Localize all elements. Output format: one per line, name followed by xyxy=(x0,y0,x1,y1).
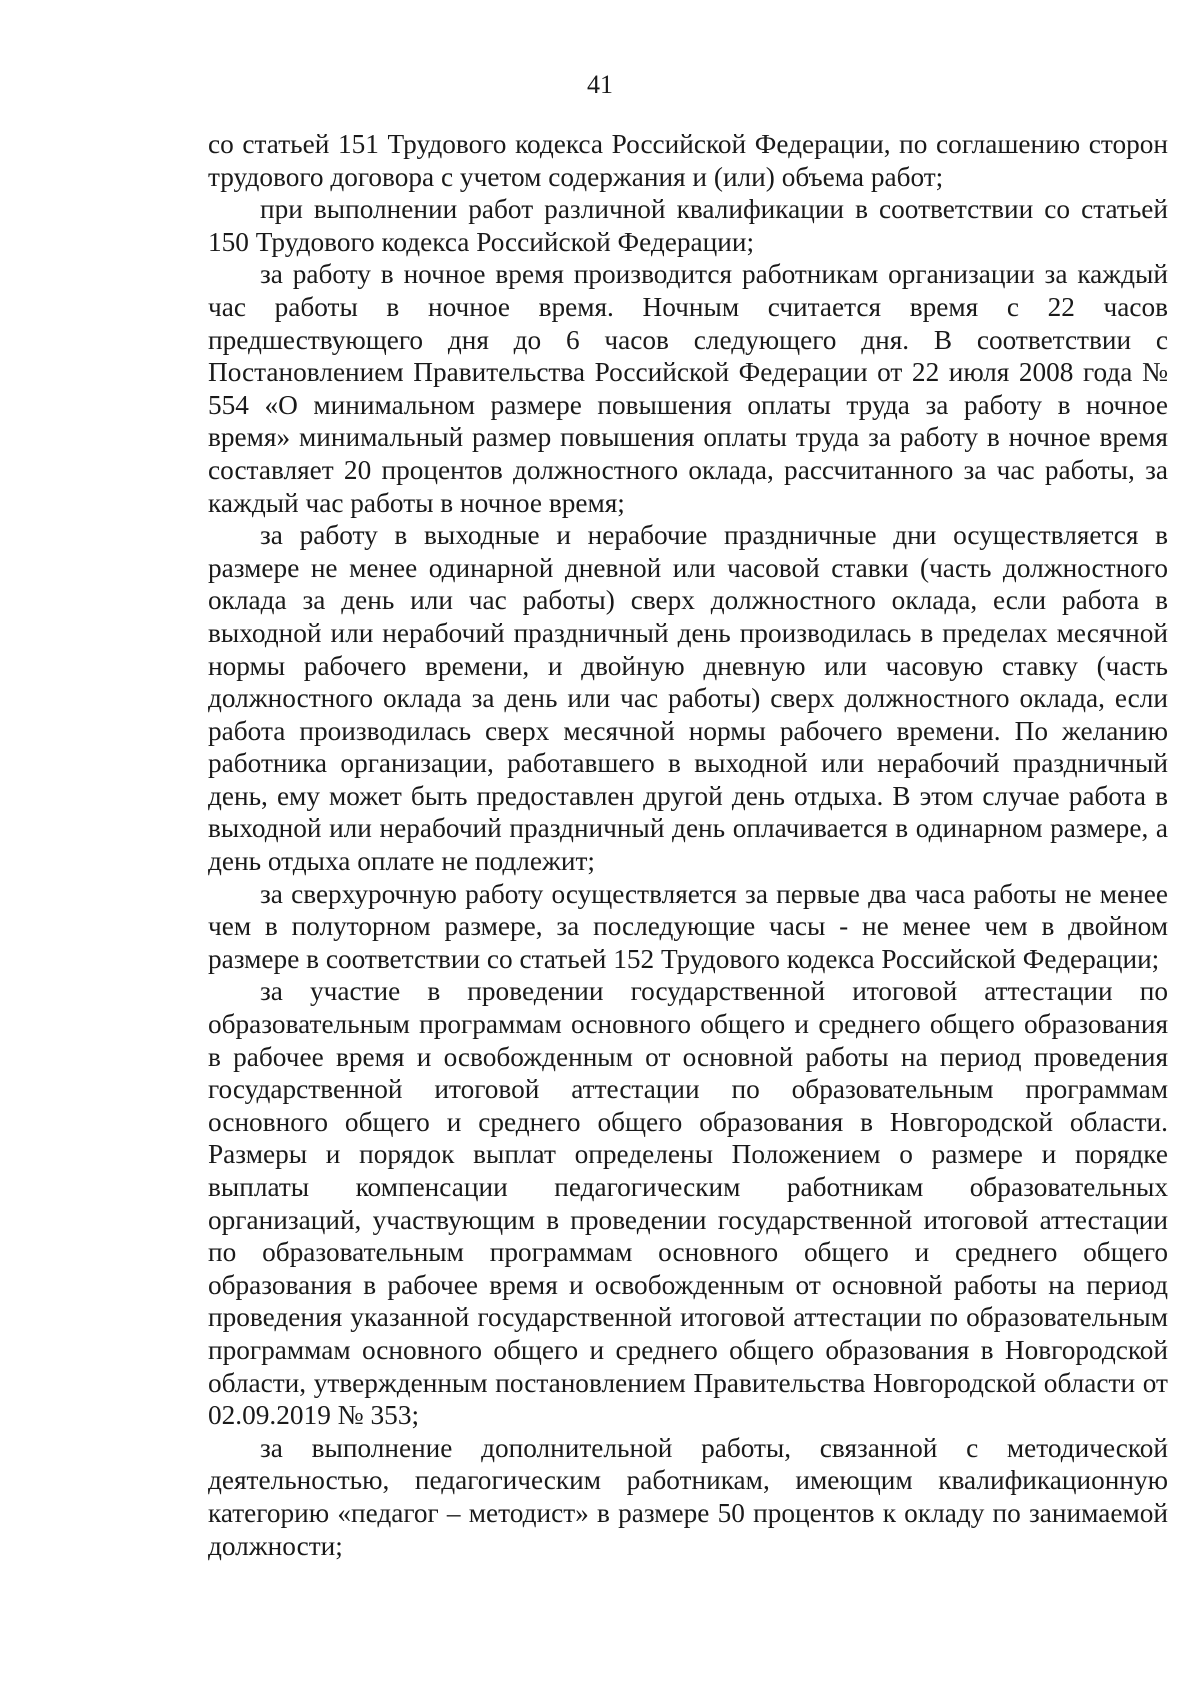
paragraph-state-attestation: за участие в проведении государственной итоговой аттестации по образовательным программам основного общего и среднего общего образования в рабочее время и освобожденным от основной работы на период проведения государственной итоговой аттестации по образовательным программам основного общего и среднего общего образования в Новгородской области. Размеры и порядок выплат определены Положением о размере и порядке выплаты компенсации педагогическим работникам образовательных организаций, участвующим в проведении государственной итоговой аттестации по образовательным программам основного общего и среднего общего образования в рабочее время и освобожденным от основной работы на период проведения указанной государственной итоговой аттестации по образовательным программам основного общего и среднего общего образования в Новгородской области, утвержденным постановлением Правительства Новгородской области от 02.09.2019 № 353; xyxy=(208,976,1168,1431)
paragraph-methodical-work: за выполнение дополнительной работы, связанной с методической деятельностью, педагогическим работникам, имеющим квалификационную категорию «педагог – методист» в размере 50 процентов к окладу по занимаемой должности; xyxy=(208,1432,1168,1561)
paragraph-continuation: со статьей 151 Трудового кодекса Российской Федерации, по соглашению сторон трудового договора с учетом содержания и (или) объема работ; xyxy=(208,129,1168,192)
document-body xyxy=(208,128,1168,1562)
page-number: 41 xyxy=(587,70,613,99)
paragraph-holiday-work: за работу в выходные и нерабочие праздничные дни осуществляется в размере не менее одинарной дневной или часовой ставки (часть должностного оклада за день или час работы) сверх должностного оклада, если работа в выходной или нерабочий праздничный день производилась в пределах месячной нормы рабочего времени, и двойную дневную или часовую ставку (часть должностного оклада за день или час работы) сверх должностного оклада, если работа производилась сверх месячной нормы рабочего времени. По желанию работника организации, работавшего в выходной или нерабочий праздничный день, ему может быть предоставлен другой день отдыха. В этом случае работа в выходной или нерабочий праздничный день оплачивается в одинарном размере, а день отдыха оплате не подлежит; xyxy=(208,520,1168,877)
paragraph-overtime: за сверхурочную работу осуществляется за первые два часа работы не менее чем в полуторном размере, за последующие часы - не менее чем в двойном размере в соответствии со статьей 152 Трудового кодекса Российской Федерации; xyxy=(208,878,1168,974)
paragraph-night-work: за работу в ночное время производится работникам организации за каждый час работы в ночное время. Ночным считается время с 22 часов предшествующего дня до 6 часов следующего дня. В соответствии с Постановлением Правительства Российской Федерации от 22 июля 2008 года № 554 «О минимальном размере повышения оплаты труда за работу в ночное время» минимальный размер повышения оплаты труда за работу в ночное время составляет 20 процентов должностного оклада, рассчитанного за час работы, за каждый час работы в ночное время; xyxy=(208,259,1168,518)
paragraph-qualification: при выполнении работ различной квалификации в соответствии со статьей 150 Трудового кодекса Российской Федерации; xyxy=(208,194,1168,257)
